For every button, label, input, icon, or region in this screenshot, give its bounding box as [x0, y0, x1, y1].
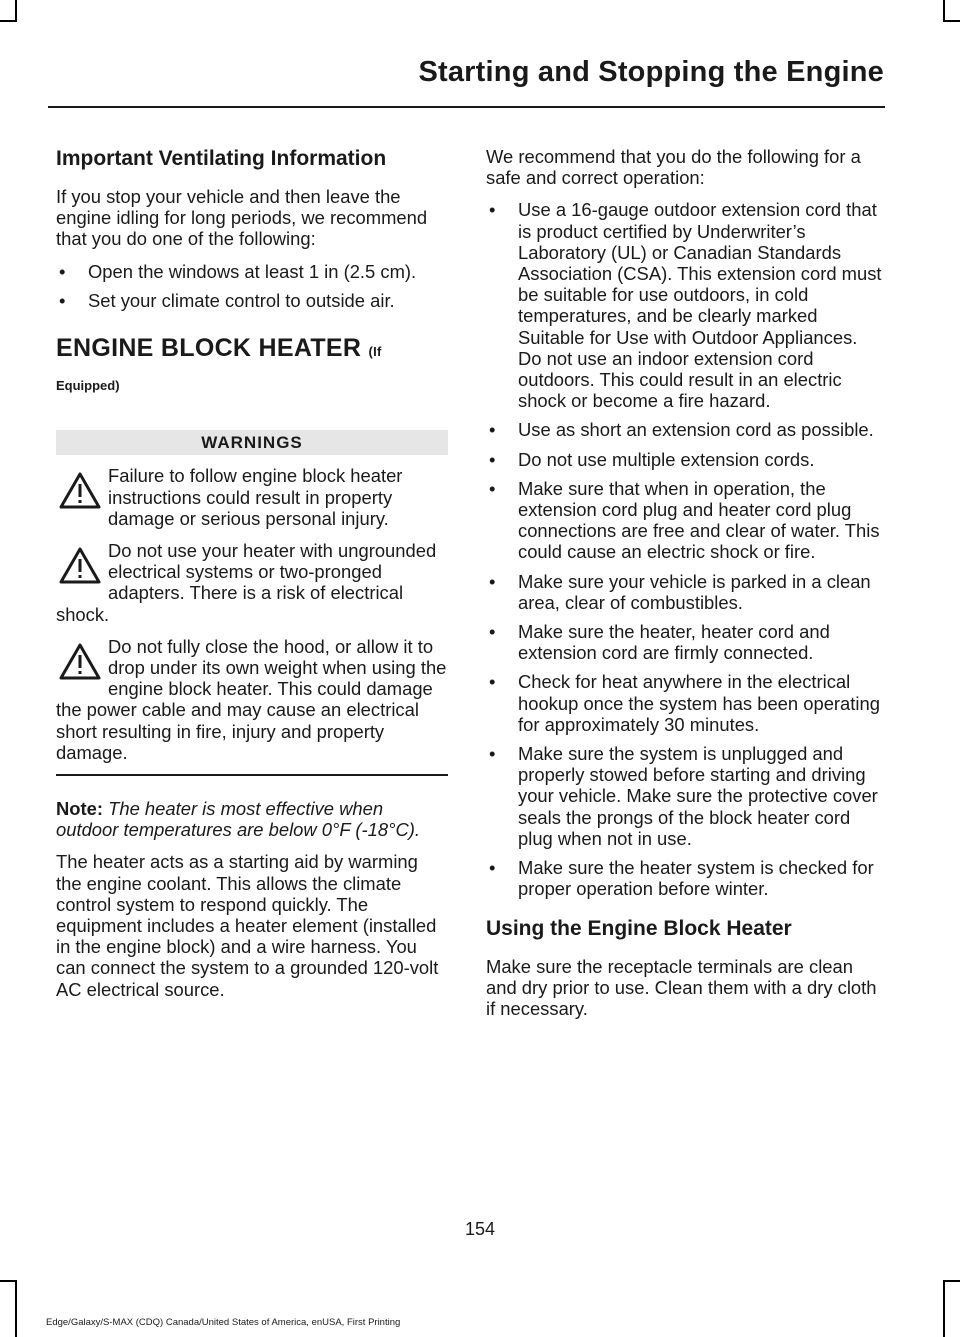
list-item-text: Make sure the system is unplugged and properly stowed before starting and driving your vehicle. Make sure the protective cover seals the prongs of the block heater cord plug when not in use. — [518, 743, 878, 849]
list-item-text: Make sure the heater, heater cord and extension cord are firmly connected. — [518, 621, 830, 664]
list-item — [486, 478, 882, 563]
crop-mark — [0, 1280, 17, 1282]
bullet-glyph: • — [59, 260, 66, 282]
bullet-glyph: • — [489, 570, 496, 592]
list-item-text: Do not use multiple extension cords. — [518, 448, 815, 470]
bullet-glyph: • — [489, 448, 496, 470]
section-title-qualifier: (If — [368, 344, 382, 360]
header-divider — [48, 106, 885, 108]
bullet-glyph: • — [489, 419, 496, 441]
edition-footer: Edge/Galaxy/S-MAX (CDQ) Canada/United States of America, enUSA, First Printing — [46, 1317, 401, 1328]
warning-text: Do not fully close the hood, or allow it to drop under its own weight when using the engine block heater. This could damage the power cable and may cause an electrical short resulting in fire, injury and property damage. — [56, 635, 447, 763]
using-heading: Using the Engine Block Heater — [486, 916, 792, 940]
warning-triangle-icon — [58, 642, 102, 682]
crop-mark — [943, 20, 960, 22]
list-item — [486, 671, 882, 735]
note-text: The heater is most effective when outdoor temperatures are below 0°F (-18°C). — [56, 798, 420, 841]
list-item — [486, 199, 882, 411]
ventilating-list — [56, 261, 448, 311]
section-title-main: ENGINE BLOCK HEATER — [56, 334, 362, 363]
list-item-text: Make sure that when in operation, the extension cord plug and heater cord plug connections are free and clear of water. This could cause an electric shock or fire. — [518, 477, 880, 563]
crop-mark — [15, 1280, 17, 1337]
right-column — [486, 146, 882, 1030]
warnings-divider — [56, 774, 448, 776]
list-item — [486, 449, 882, 470]
warning-text: Do not use your heater with ungrounded electrical systems or two-pronged adapters. There is a risk of electrical shock. — [56, 540, 437, 625]
recommend-intro: We recommend that you do the following for a safe and correct operation: — [486, 146, 861, 189]
list-item — [486, 419, 882, 440]
list-item-text: Set your climate control to outside air. — [88, 289, 395, 311]
crop-mark — [943, 1280, 945, 1337]
warning-triangle-icon — [58, 546, 102, 586]
list-item-text: Use a 16-gauge outdoor extension cord that is product certified by Underwriter’s Laboratory (UL) or Canadian Standards Association (CSA). This extension cord must be suitable for use outdoors, in cold temperatures, and be clearly marked Suitable for Use with Outdoor Appliances. Do not use an indoor extension cord outdoors. This could result in an electric shock or become a fire hazard. — [518, 199, 882, 412]
note — [56, 798, 448, 840]
list-item — [486, 571, 882, 613]
list-item — [486, 743, 882, 849]
bullet-glyph: • — [489, 743, 496, 765]
warning-item — [56, 465, 448, 529]
bullet-glyph: • — [489, 621, 496, 643]
list-item — [56, 261, 448, 282]
list-item-text: Make sure the heater system is checked for proper operation before winter. — [518, 857, 874, 900]
bullet-glyph: • — [489, 477, 496, 499]
crop-mark — [943, 1280, 960, 1282]
bullet-glyph: • — [489, 199, 496, 221]
page-title: Starting and Stopping the Engine — [418, 56, 884, 88]
crop-mark — [0, 20, 17, 22]
warning-item — [56, 540, 448, 625]
list-item-text: Open the windows at least 1 in (2.5 cm). — [88, 260, 417, 282]
bullet-glyph: • — [489, 857, 496, 879]
warning-item — [56, 636, 448, 763]
bullet-glyph: • — [59, 289, 66, 311]
list-item — [486, 857, 882, 899]
bullet-glyph: • — [489, 671, 496, 693]
list-item — [486, 621, 882, 663]
list-item — [56, 290, 448, 311]
recommend-list — [486, 199, 882, 899]
section-title-continued: Equipped) — [56, 378, 120, 394]
page-number: 154 — [464, 1219, 496, 1239]
crop-mark — [15, 0, 17, 20]
note-label: Note: — [56, 798, 103, 820]
warning-triangle-icon — [58, 471, 102, 511]
using-paragraph: Make sure the receptacle terminals are clean and dry prior to use. Clean them with a dry cloth if necessary. — [486, 955, 877, 1019]
list-item-text: Use as short an extension cord as possible. — [518, 419, 874, 441]
crop-mark — [943, 0, 945, 20]
ventilating-intro: If you stop your vehicle and then leave the engine idling for long periods, we recommend that you do one of the following: — [56, 186, 428, 250]
warnings-header: WARNINGS — [56, 430, 448, 455]
left-column — [56, 146, 448, 1011]
list-item-text: Check for heat anywhere in the electrical hookup once the system has been operating for approximately 30 minutes. — [518, 671, 880, 735]
body-paragraph: The heater acts as a starting aid by warming the engine coolant. This allows the climate control system to respond quickly. The equipment includes a heater element (installed in the engine block) and a wire harness. You can connect the system to a grounded 120-volt AC electrical source. — [56, 851, 439, 1000]
ventilating-heading: Important Ventilating Information — [56, 147, 387, 170]
warning-text: Failure to follow engine block heater instructions could result in property damage or serious personal injury. — [108, 465, 403, 529]
list-item-text: Make sure your vehicle is parked in a clean area, clear of combustibles. — [518, 570, 871, 613]
section-title — [56, 333, 448, 367]
